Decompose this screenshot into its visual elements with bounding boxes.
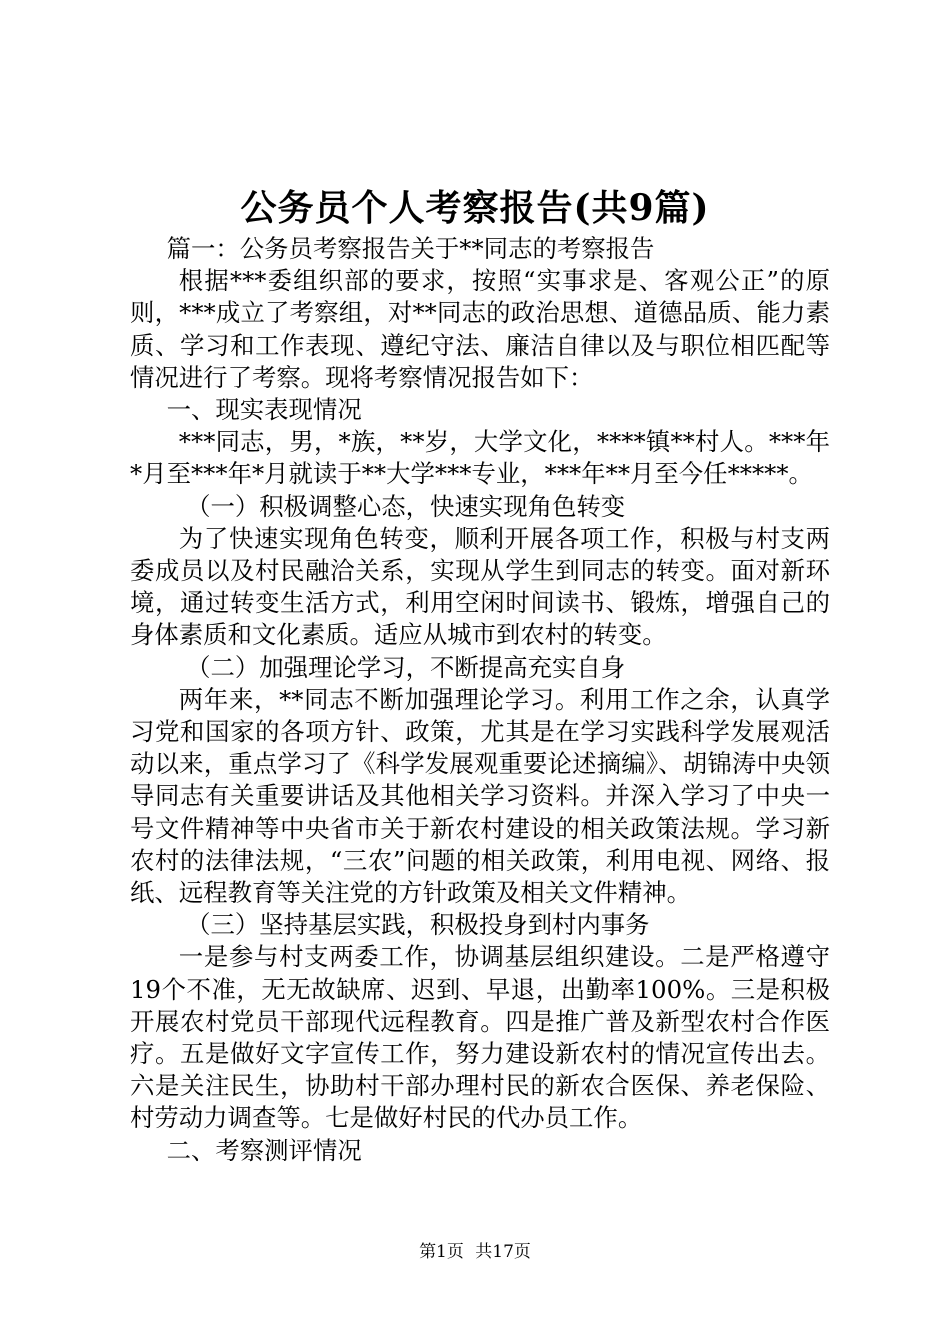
subsection-heading: （一）积极调整心态，快速实现角色转变	[186, 491, 626, 521]
article-heading: 篇一：公务员考察报告关于**同志的考察报告	[166, 234, 655, 263]
document-body	[130, 233, 830, 1167]
body-paragraph: 为了快速实现角色转变，顺利开展各项工作，积极与村支两委成员以及村民融洽关系，实现从学生到同志的转变。面对新环境，通过转变生活方式，利用空闲时间读书、锻炼，增强自己的身体素质和文化素质。适应从城市到农村的转变。	[130, 523, 830, 650]
subsection-heading: （二）加强理论学习，不断提高充实自身	[186, 652, 626, 682]
subsection-heading: （三）坚持基层实践，积极投身到村内事务	[186, 910, 650, 940]
page-footer	[0, 1240, 950, 1264]
page-number: 第1页	[419, 1242, 464, 1262]
body-paragraph: 一是参与村支两委工作，协调基层组织建设。二是严格遵守19个不准，无无故缺席、迟到、早退，出勤率100%。三是积极开展农村党员干部现代远程教育。四是推广普及新型农村合作医疗。五是做好文字宣传工作，努力建设新农村的情况宣传出去。六是关注民生，协助村干部办理村民的新农合医保、养老保险、村劳动力调查等。七是做好村民的代办员工作。	[130, 942, 830, 1133]
profile-paragraph: ***同志，男，*族，**岁，大学文化，****镇**村人。***年*月至***年*月就读于**大学***专业，***年**月至今任*****。	[130, 427, 830, 489]
intro-paragraph: 根据***委组织部的要求，按照“实事求是、客观公正”的原则，***成立了考察组，对**同志的政治思想、道德品质、能力素质、学习和工作表现、遵纪守法、廉洁自律以及与职位相匹配等情况进行了考察。现将考察情况报告如下：	[130, 266, 830, 392]
section-heading: 一、现实表现情况	[166, 395, 362, 425]
section-heading: 二、考察测评情况	[166, 1135, 362, 1165]
document-title: 公务员个人考察报告(共9篇)	[240, 187, 710, 229]
page-total: 共17页	[475, 1242, 531, 1262]
body-paragraph: 两年来，**同志不断加强理论学习。利用工作之余，认真学习党和国家的各项方针、政策，尤其是在学习实践科学发展观活动以来，重点学习了《科学发展观重要论述摘编》、胡锦涛中央领导同志有关重要讲话及其他相关学习资料。并深入学习了中央一号文件精神等中央省市关于新农村建设的相关政策法规。学习新农村的法律法规，“三农”问题的相关政策，利用电视、网络、报纸、远程教育等关注党的方针政策及相关文件精神。	[130, 684, 830, 908]
